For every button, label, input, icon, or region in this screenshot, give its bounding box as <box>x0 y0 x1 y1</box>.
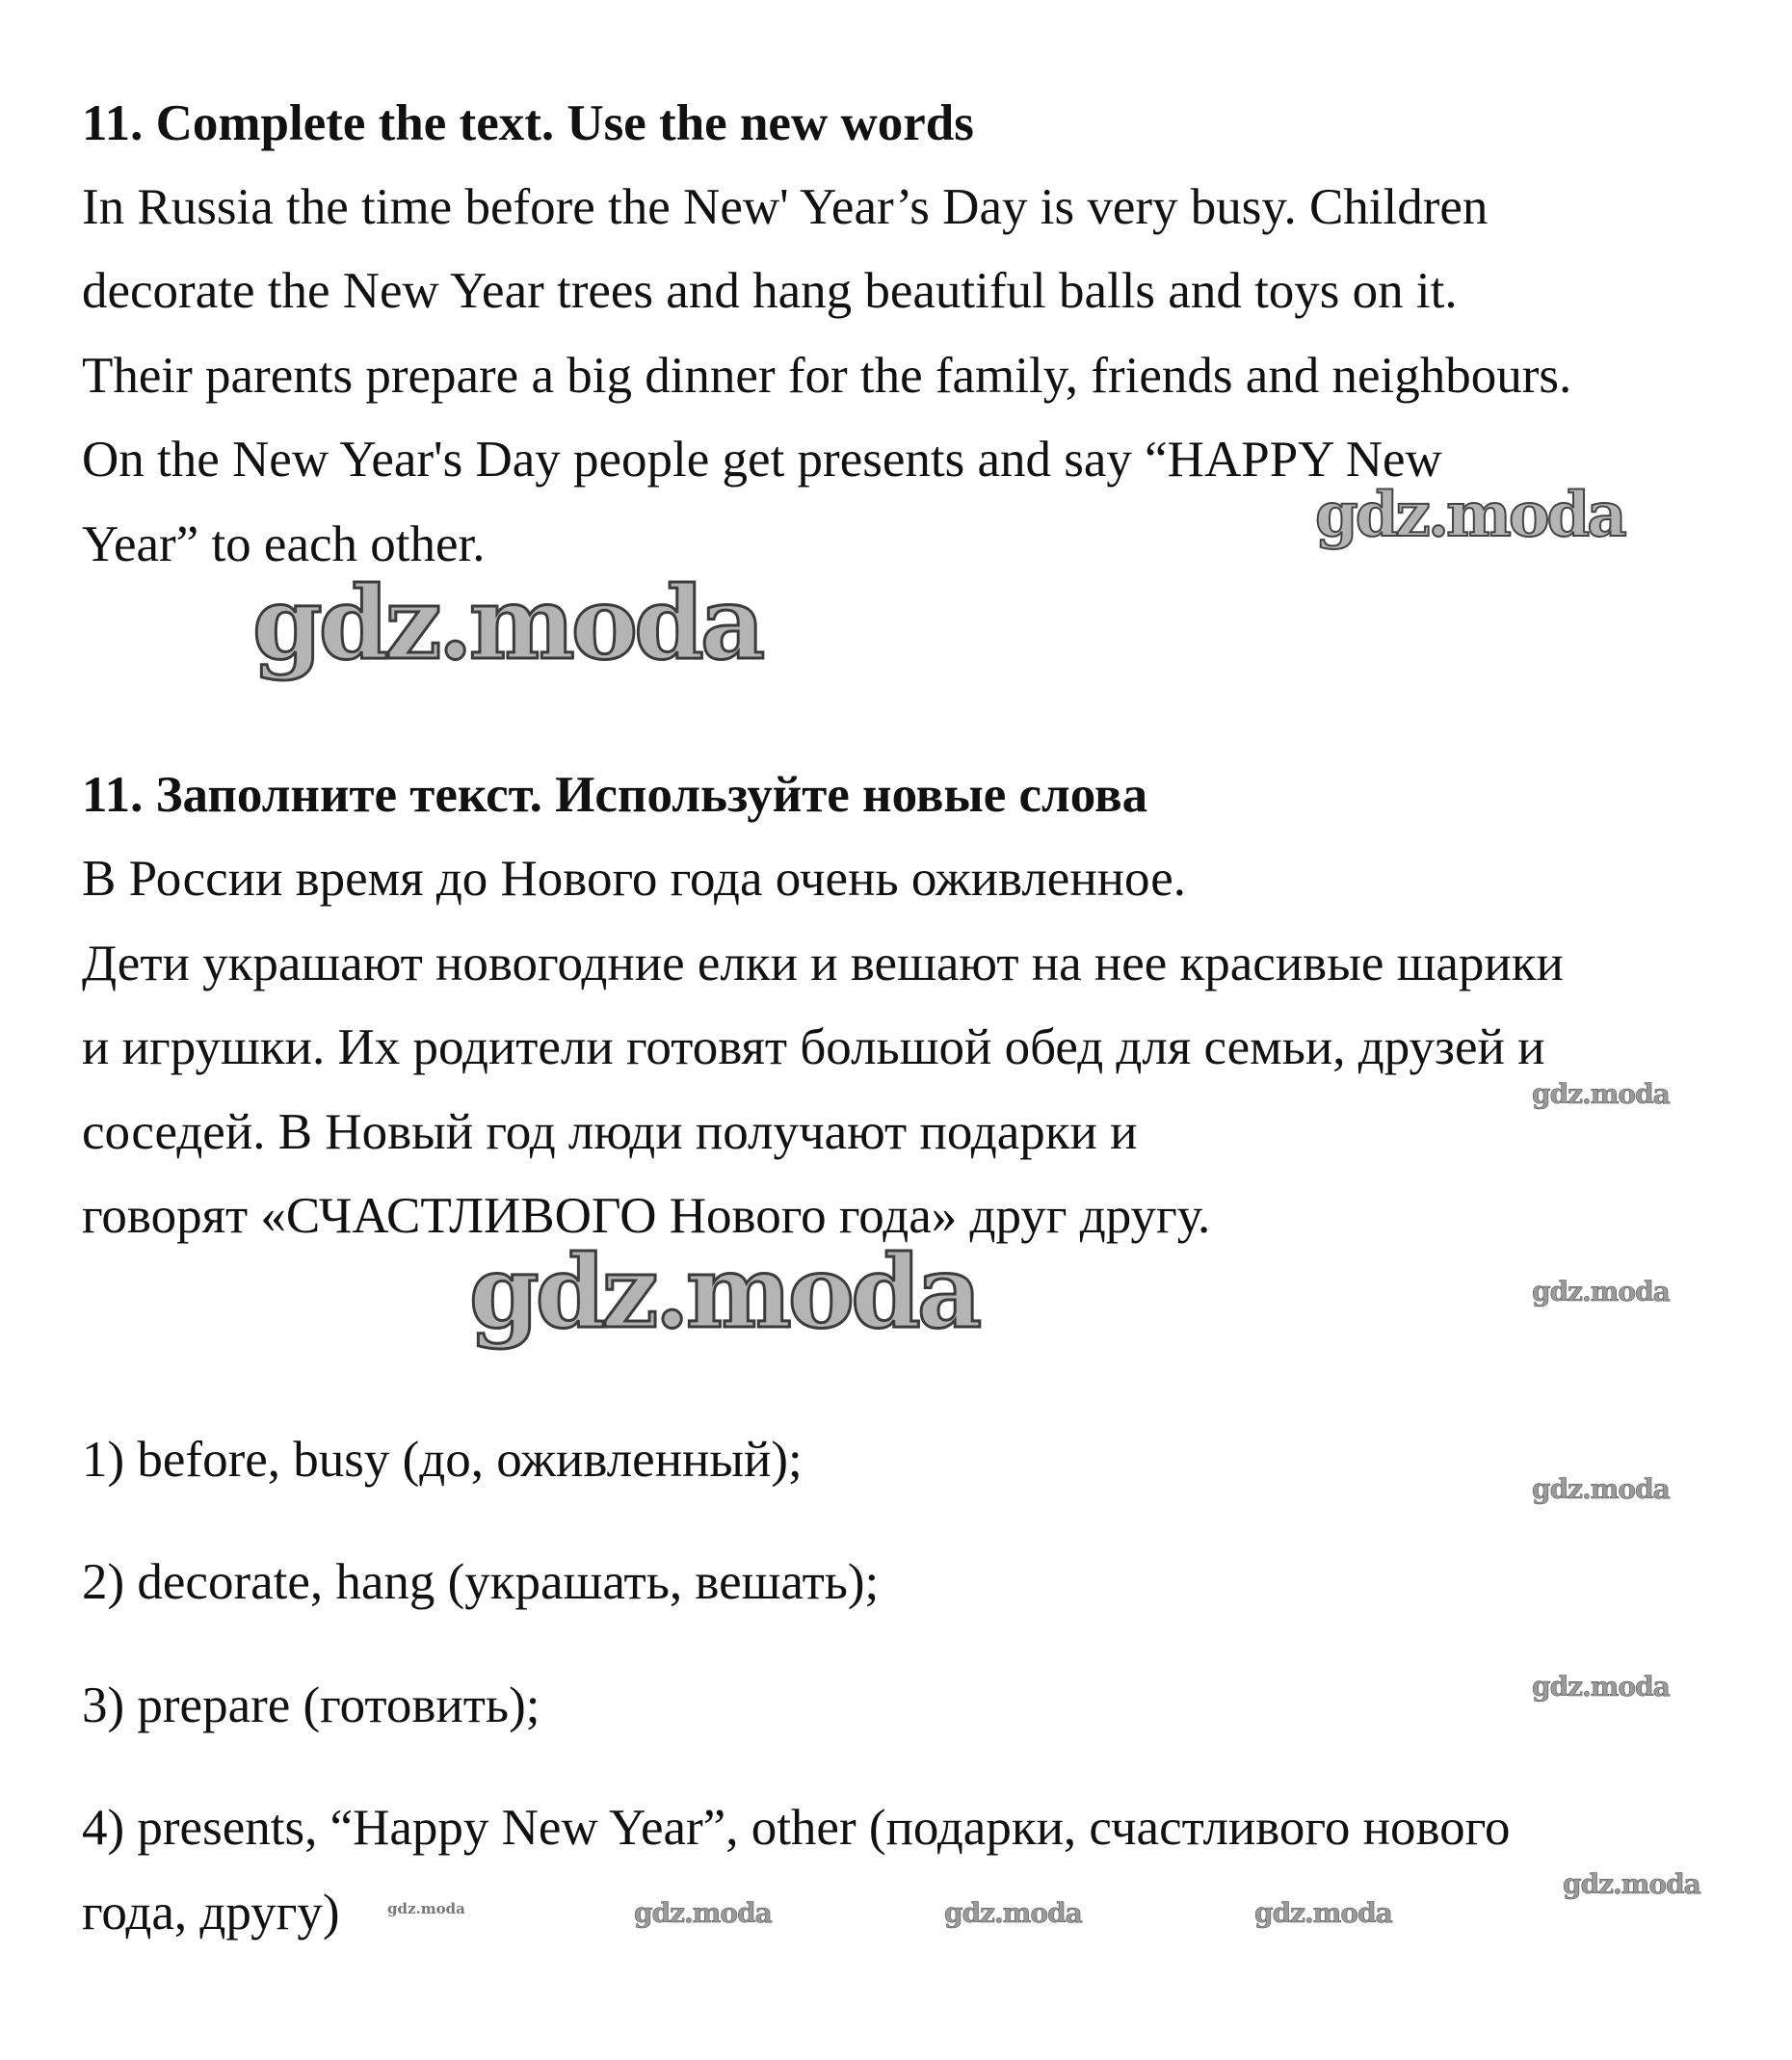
watermark-logo: gdz.moda <box>1532 1078 1670 1110</box>
answer-item-4-continued: года, другу) <box>82 1885 340 1941</box>
english-text-line-1: In Russia the time before the New' Year’s Day is very busy. Children <box>82 179 1489 235</box>
russian-text-line-3: и игрушки. Их родители готовят большой обед для семьи, друзей и <box>82 1019 1545 1075</box>
russian-text-line-1: В России время до Нового года очень оживленное. <box>82 851 1186 907</box>
english-text-line-4: On the New Year's Day people get presents and say “HAPPY New <box>82 432 1442 488</box>
english-text-line-5: Year” to each other. <box>82 516 486 572</box>
watermark-logo: gdz.moda <box>1254 1897 1392 1929</box>
english-heading: 11. Complete the text. Use the new words <box>82 95 974 151</box>
answer-item-4: 4) presents, “Happy New Year”, other (подарки, счастливого нового <box>82 1800 1511 1856</box>
russian-text-line-5: говорят «СЧАСТЛИВОГО Нового года» друг другу. <box>82 1188 1211 1244</box>
watermark-logo: gdz.moda <box>1315 479 1624 551</box>
watermark-logo: gdz.moda <box>387 1900 465 1917</box>
answer-item-3: 3) prepare (готовить); <box>82 1677 540 1733</box>
watermark-logo: gdz.moda <box>1532 1276 1670 1307</box>
watermark-logo: gdz.moda <box>1532 1671 1670 1703</box>
watermark-logo: gdz.moda <box>1532 1473 1670 1505</box>
watermark-logo: gdz.moda <box>252 564 762 682</box>
russian-text-line-2: Дети украшают новогодние елки и вешают на нее красивые шарики <box>82 936 1564 991</box>
answer-item-2: 2) decorate, hang (украшать, вешать); <box>82 1554 880 1610</box>
watermark-logo: gdz.moda <box>634 1897 772 1929</box>
english-text-line-2: decorate the New Year trees and hang beautiful balls and toys on it. <box>82 263 1458 319</box>
watermark-logo: gdz.moda <box>1563 1868 1700 1900</box>
russian-text-line-4: соседей. В Новый год люди получают подарки и <box>82 1104 1138 1160</box>
watermark-logo: gdz.moda <box>944 1897 1082 1929</box>
english-text-line-3: Their parents prepare a big dinner for the family, friends and neighbours. <box>82 348 1572 404</box>
watermark-logo: gdz.moda <box>469 1232 979 1351</box>
russian-heading: 11. Заполните текст. Используйте новые слова <box>82 767 1148 823</box>
answer-item-1: 1) before, busy (до, оживленный); <box>82 1432 803 1488</box>
